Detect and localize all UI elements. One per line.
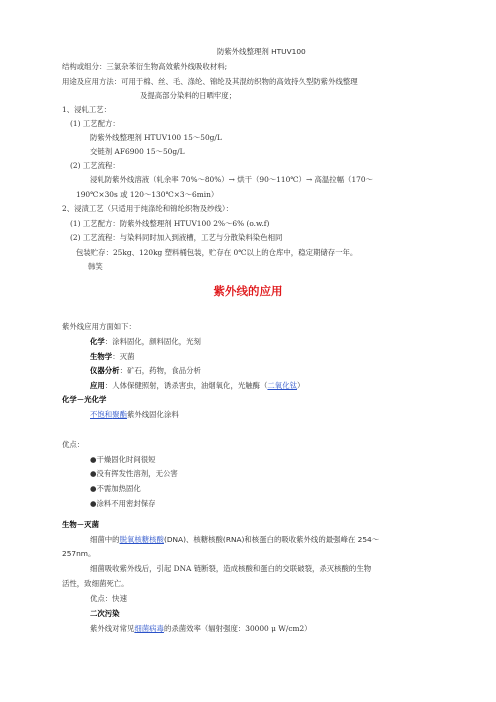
application-instrument [90,367,201,374]
doc-title: 防紫外线整理剂 HTUV100 [217,47,306,56]
text-span: 紫外线对常见 [90,624,135,633]
section-dipping-heading: 2、浸渍工艺（只适用于纯涤纶和锦纶织物及纱线）： [62,204,233,213]
titanium-dioxide-link[interactable]: 二氧化钛 [267,381,297,390]
flow-line-1: 浸轧防紫外线溶液（轧余率 70%～80%）→ 烘干（90～110℃）→ 高温拉幅（170～ [90,175,373,184]
advantage-item: ●干燥固化时间很短 [90,455,156,464]
text-span: (DNA)、核糖核酸(RNA)和核蛋白的吸收紫外线的最强峰在 254～ [163,535,380,544]
merit-line: 优点：快速 [90,594,127,603]
dna-paragraph-line-1 [90,536,379,543]
sterilization-heading: 生物－灭菌 [62,520,99,529]
application-text: ：涂料固化，颜料固化，光刻 [104,337,201,346]
recipe-item-1: 防紫外线整理剂 HTUV100 15～50g/L [90,133,222,142]
mechanism-line-2: 活性，致细菌死亡。 [62,579,129,588]
unsaturated-link[interactable]: 不饱和 [90,410,113,419]
applications-intro: 紫外线应用方面如下： [62,322,136,331]
dipping-flow: (2) 工艺流程：与染料同时加入到液槽，工艺与分散染料染色相同 [70,233,283,242]
text-span: 细菌中的 [90,535,120,544]
application-label: 仪器分析 [90,366,120,375]
advantage-item: ●没有挥发性溶剂，无公害 [90,469,178,478]
dipping-recipe: (1) 工艺配方：防紫外线整理剂 HTUV100 2%～6% (o.w.f) [70,219,270,228]
application-chemistry [90,338,201,345]
dna-paragraph-line-2: 257nm。 [62,549,96,558]
section-title: 紫外线的应用 [213,284,283,298]
advantages-label: 优点： [62,440,85,449]
advantage-item: ●涂料不用密封保存 [90,499,156,508]
usage-line-1: 用途及应用方法：可用于棉、丝、毛、涤纶、锦纶及其混纺织物的高效持久型防紫外线整理 [62,77,358,86]
secondary-pollution-heading: 二次污染 [90,609,120,618]
application-text: ：矿石，药物，食品分析 [119,366,201,375]
application-label: 应用 [90,381,105,390]
application-usage [90,382,304,389]
application-text-end: ） [296,381,305,390]
mechanism-line-1: 细菌吸收紫外线后，引起 DNA 链断裂，造成核酸和蛋白的交联破裂，杀灭核酸的生物 [90,564,372,573]
photochemistry-heading: 化学－光化学 [62,395,107,404]
advantage-item: ●不需加热固化 [90,484,141,493]
packaging-line: 包装贮存：25kg、120kg 塑料桶包装，贮存在 0℃以上的仓库中，稳定期储存一年。 [76,248,358,257]
uv-coating-text: 紫外线固化涂料 [126,410,179,419]
author-name: 韩笑 [88,262,103,271]
usage-line-2: 及提高部分染料的日晒牢度； [140,91,237,100]
application-label: 化学 [90,337,105,346]
application-label: 生物学 [90,352,113,361]
bacteria-virus-link[interactable]: 细菌病毒 [134,624,164,633]
efficiency-line [90,625,312,632]
polyester-link[interactable]: 聚酯 [112,410,127,419]
application-biology [90,353,134,360]
recipe-item-2: 交链剂 AF6900 15～50g/L [90,147,185,156]
unsaturated-polyester-line [90,411,179,418]
padding-recipe-heading: (1) 工艺配方： [70,119,120,128]
section-padding-heading: 1、浸轧工艺： [62,105,112,114]
text-span: 的杀菌效率（辐射强度：30000 μ W/cm2） [163,624,312,633]
flow-line-2: 190℃×30s 或 120～130℃×3～6min） [76,190,219,199]
padding-flow-heading: (2) 工艺流程： [70,161,120,170]
dna-link[interactable]: 脱氧核糖核酸 [119,535,164,544]
application-text: ：灭菌 [112,352,135,361]
application-text: ：人体保健照射，诱杀害虫，油烟氧化，光触酶（ [104,381,268,390]
composition-line: 结构或组分：三氯杂苯衍生物高效紫外线吸收材料; [62,62,228,71]
